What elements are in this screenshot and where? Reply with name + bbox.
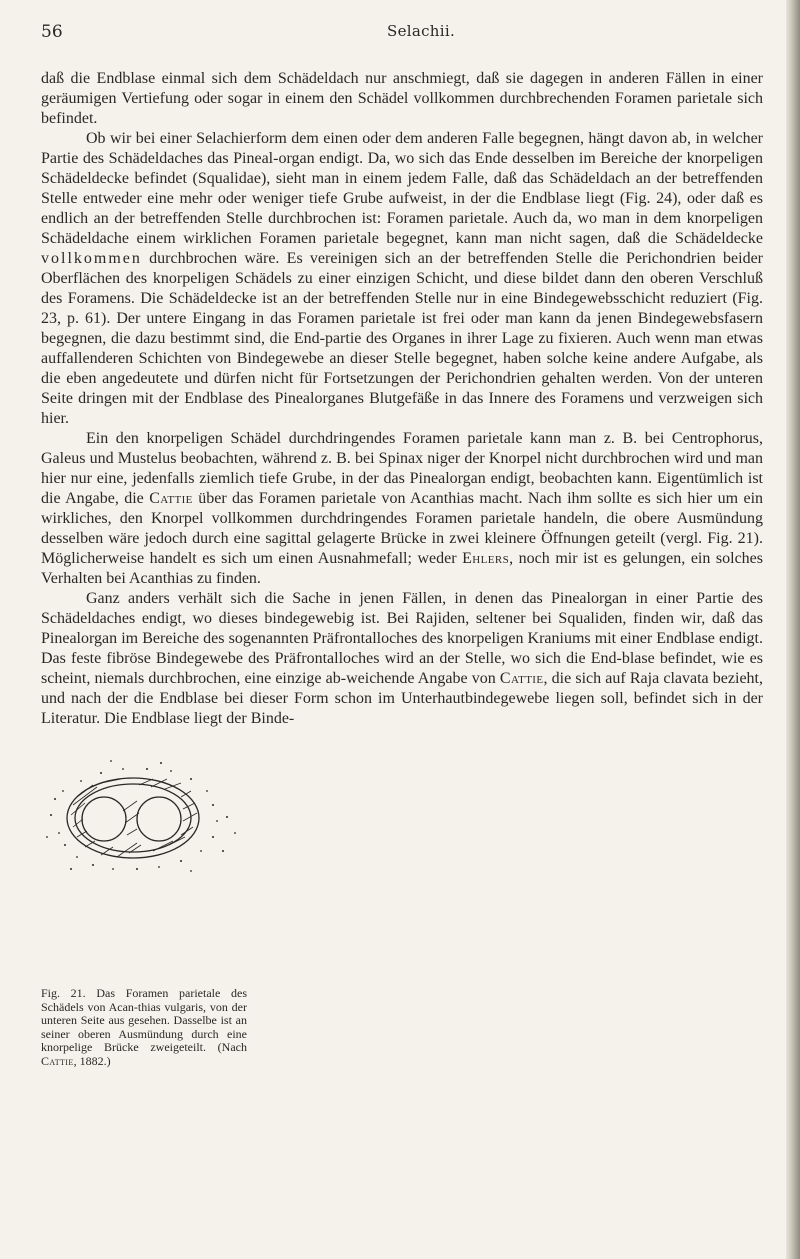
foramen-inner-rim [75, 784, 191, 852]
paragraph-2-text-c: durchbrochen wäre. Es vereinigen sich an der betreffenden Stelle die Perichondrien beider Oberflächen des knorpeligen Schädels zu einer einzigen Schicht, und diese bildet dann den oberen Verschluß des Foramens. Die Schädeldecke ist an der betreffenden Stelle nur in eine Bindegewebsschicht reduziert (Fig. 23, p. 61). Der untere Eingang in das Foramen parietale ist frei oder man kann da jenen Bindegewebsfasern begegnen, die dazu bestimmt sind, die End-partie des Organes in ihrer Lage zu fixieren. Auch wenn man etwas auffallenderen Schichten von Bindegewebe an dieser Stelle begegnet, haben solche keine andere Aufgabe, als die eben angedeutete und dürfen nicht für Fortsetzungen der Perichondrien gehalten werden. Von der unteren Seite dringen mit der Endblase des Pinealorganes Blutgefäße in das Innere des Foramens und verzweigen sich hier. [41, 250, 763, 427]
paragraph-4-text-b: , die sich auf Raja clavata bezieht, und nach der die Endblase bei dieser Form schon im Unterhautbindegewebe liegen soll, befindet sich in der Literatur. Die Endblase liegt der Binde- [41, 670, 764, 727]
author-ehlers: Ehlers [462, 550, 510, 567]
figure-21-caption [41, 987, 247, 1069]
page-header [0, 22, 800, 46]
paragraph-3-text-a: Ein den knorpeligen Schädel durchdringendes Foramen parietale kann man z. B. bei Centrophorus, Galeus und Mustelus beobachten, während z. B. bei Spinax niger der Knorpel nicht durchbrochen wird und man hier nur eine, jedenfalls ziemlich tiefe Grube, in der das Pinealorgan endigt, beobachten kann. Eigentümlich ist die Angabe, die [41, 430, 763, 507]
paragraph-1 [41, 69, 763, 129]
paragraph-4 [41, 589, 763, 729]
opening-right [137, 797, 181, 841]
caption-text-a: Fig. 21. Das Foramen parietale des Schädels von Acan-thias vulgaris, von der unteren Seite aus gesehen. Dasselbe ist an seiner oberen Ausmündung durch eine knorpelige Brücke zweigeteilt. (Nach [41, 986, 247, 1055]
paragraph-1-text: daß die Endblase einmal sich dem Schädeldach nur anschmiegt, daß sie dagegen in anderen Fällen in einer geräumigen Vertiefung oder sogar in einem den Schädel vollkommen durchbrechenden Foramen parietale sich befindet. [41, 70, 763, 127]
page-number: 56 [41, 22, 63, 42]
page-edge-shadow [786, 0, 800, 1259]
figure-21 [41, 771, 253, 1101]
paragraph-4-text-a: Ganz anders verhält sich die Sache in jenen Fällen, in denen das Pinealorgan in einer Partie des Schädeldaches endigt, wo dieses bindegewebig ist. Bei Rajiden, seltener bei Squaliden, finden wir, daß das Pinealorgan im Bereiche des sogenannten Präfrontalloches des knorpeligen Kraniums mit einer Endblase endigt. Das feste fibröse Bindegewebe des Präfrontalloches wird an der Stelle, wo sich die End-blase befindet, wie es scheint, niemals durchbrochen, eine einzige ab-weichende Angabe von [41, 590, 763, 687]
paragraph-3-text-b: über das Foramen parietale von Acanthias macht. Nach ihm sollte es sich hier um ein wirkliches, den Knorpel vollkommen durchdringendes Foramen parietale handeln, die obere Ausmündung desselben wäre jedoch durch eine sagittal gelagerte Brücke in zwei kleinere Öffnungen geteilt (vergl. Fig. 21). Möglicherweise handelt es sich um einen Ausnahmefall; weder [41, 490, 764, 567]
author-cattie-2: Cattie [499, 670, 544, 687]
paragraph-2-text-a: Ob wir bei einer Selachierform dem einen oder dem anderen Falle begegnen, hängt davon ab, in welcher Partie des Schädeldaches das Pineal-organ endigt. Da, wo sich das Ende desselben im Bereiche der knorpeligen Schädeldecke befindet (Squalidae), sieht man in einem jedem Falle, daß das Schädeldach an der betreffenden Stelle entweder eine mehr oder weniger tiefe Grube aufweist, in der die Endblase liegt (Fig. 24), oder daß es endlich an der betreffenden Stelle durchbrochen ist: Foramen parietale. Auch da, wo man in dem knorpeligen Schädeldache einem wirklichen Foramen parietale begegnet, kann man nicht sagen, daß die Schädeldecke [41, 130, 763, 247]
paragraph-2 [41, 129, 763, 429]
figure-21-drawing [41, 741, 253, 891]
opening-left [82, 797, 126, 841]
caption-author-cattie: Cattie [41, 1053, 74, 1068]
emphasis-vollkommen: vollkommen [41, 250, 142, 267]
author-cattie: Cattie [149, 490, 193, 507]
caption-text-b: , 1882.) [73, 1053, 111, 1068]
paragraph-3-text-c: , noch mir ist es gelungen, ein solches Verhalten bei Acanthias zu finden. [41, 550, 764, 587]
body-text [41, 69, 763, 749]
paragraph-3 [41, 429, 763, 589]
running-title: Selachii. [387, 22, 456, 40]
